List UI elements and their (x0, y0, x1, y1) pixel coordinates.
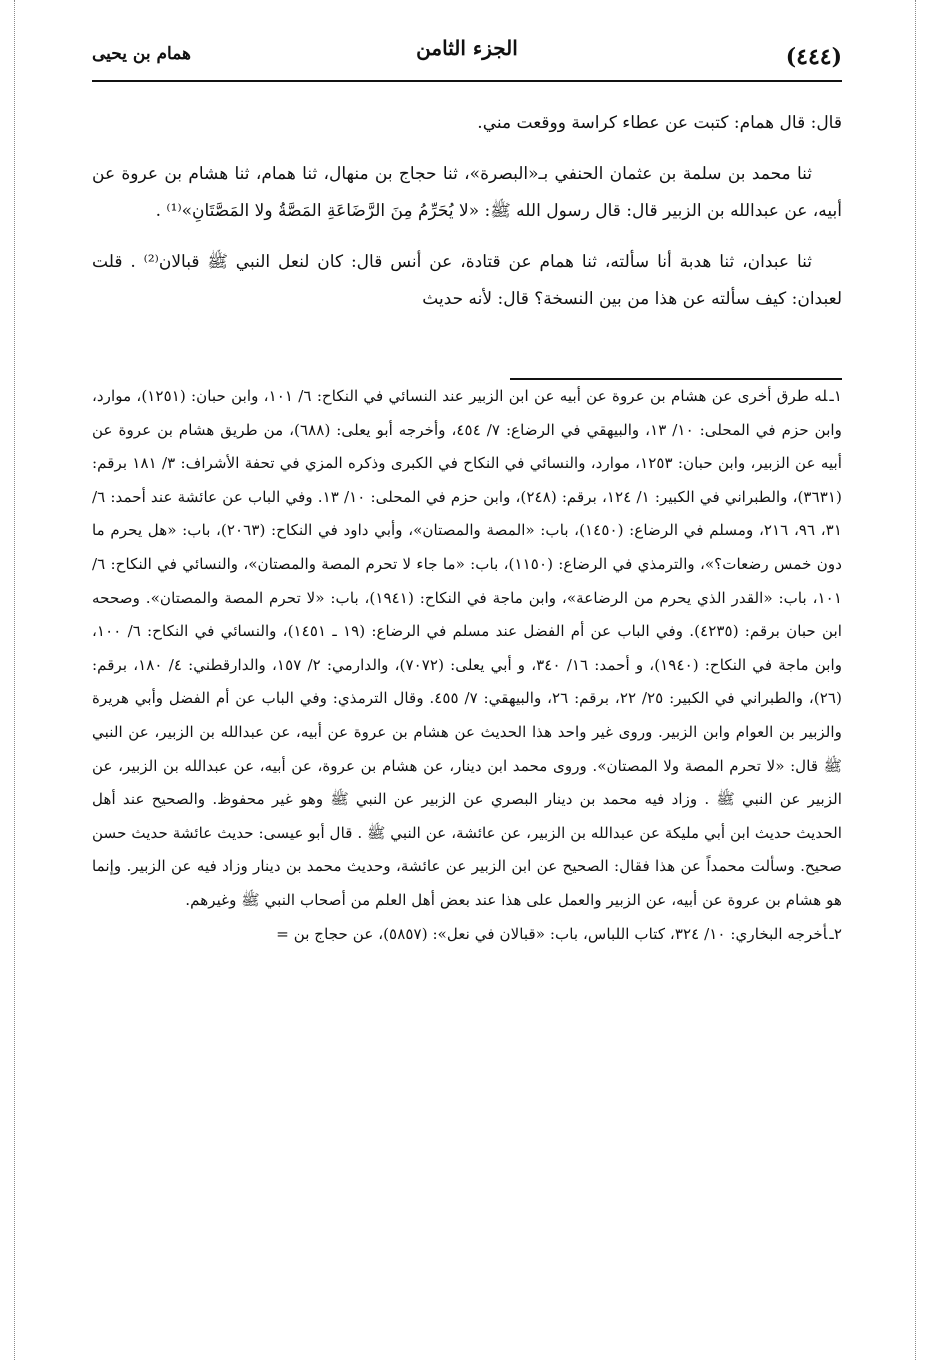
right-margin-dots (915, 0, 916, 1360)
main-text (92, 105, 842, 332)
footnote-1 (92, 380, 842, 918)
footnote-2-text: أخرجه البخاري: ١٠/ ٣٢٤، كتاب اللباس، باب: «قبالان في نعل»: (٥٨٥٧)، عن حجاج بن = (276, 924, 828, 943)
paragraph-2: ثنا محمد بن سلمة بن عثمان الحنفي بـ«البصرة»، ثنا حجاج بن منهال، ثنا همام، ثنا هشام بن عروة عن أبيه، عن عبدالله بن الزبير قال: قال رسول الله ﷺ: «لا يُحَرِّمُ مِنَ الرَّضَاعَةِ المَصَّةُ ولا المَصَّتَانِ»⁽¹⁾ . (92, 164, 842, 221)
part-title: الجزء الثامن (416, 36, 518, 60)
footnote-1-number: ١ـ (829, 387, 842, 405)
page-number: (٤٤٤) (785, 44, 842, 70)
left-margin-dots (14, 0, 15, 1360)
paragraph-3: ثنا عبدان، ثنا هدبة أنا سألته، ثنا همام عن قتادة، عن أنس قال: كان لنعل النبي ﷺ قبالان⁽²⁾ . قلت لعبدان: كيف سألته عن هذا من بين النسخة؟ قال: لأنه حديث (92, 252, 842, 309)
footnotes (92, 380, 842, 951)
paragraph-1: قال: قال همام: كتبت عن عطاء كراسة ووقعت مني. (477, 113, 842, 133)
page-header (92, 36, 842, 76)
footnote-1-text: له طرق أخرى عن هشام بن عروة عن أبيه عن ابن الزبير عند النسائي في النكاح: ٦/ ١٠١، وابن حبان: (١٢٥١)، موارد، وابن حزم في المحلى: ١٠/ ١٣، والبيهقي في الرضاع: ٧/ ٤٥٤، وأخرجه أبو يعلى: (٦٨٨)، من طريق هشام بن عروة عن أبيه عن الزبير، وابن حبان: ١٢٥٣، موارد، والنسائي في النكاح في الكبرى وذكره المزي في تحفة الأشراف: ٣/ ١٨١ برقم: (٣٦٣١)، والطبراني في الكبير: ١/ ١٢٤، برقم: (٢٤٨)، وابن حزم في المحلى: ١٠/ ١٣. وفي الباب عن عائشة عند أحمد: ٦/ ٣١، ٩٦، ٢١٦، ومسلم في الرضاع: (١٤٥٠)، باب: «المصة والمصتان»، وأبي داود في النكاح: (٢٠٦٣)، باب: «هل يحرم ما دون خمس رضعات؟»، والترمذي في الرضاع: (١١٥٠)، باب: «ما جاء لا تحرم المصة والمصتان»، والنسائي في النكاح: ٦/ ١٠١، باب: «القدر الذي يحرم من الرضاعة»، وابن ماجة في النكاح: (١٩٤١)، باب: «لا تحرم المصة والمصتان». وصححه ابن حبان برقم: (٤٢٣٥). وفي الباب عن أم الفضل عند مسلم في الرضاع: (١٩ ـ ١٤٥١)، والنسائي في النكاح: ٦/ ١٠٠، وابن ماجة في النكاح: (١٩٤٠)، و أحمد: ١٦/ ٣٤٠، و أبي يعلى: (٧٠٧٢)، والدارمي: ٢/ ١٥٧، والدارقطني: ٤/ ١٨٠، برقم: (٢٦)، والطبراني في الكبير: ٢٥/ ٢٢، برقم: ٢٦، والبيهقي: ٧/ ٤٥٥. وقال الترمذي: وفي الباب عن أم الفضل وأبي هريرة والزبير بن العوام وابن الزبير. وروى غير واحد هذا الحديث عن هشام بن عروة عن أبيه، عن عبدالله بن الزبير، عن النبي ﷺ قال: «لا تحرم المصة ولا المصتان». وروى محمد ابن دينار، عن هشام بن عروة، عن أبيه، عن عبدالله بن الزبير، عن الزبير عن النبي ﷺ . وزاد فيه محمد بن دينار البصري عن الزبير عن النبي ﷺ وهو غير محفوظ. والصحيح عند أهل الحديث حديث ابن أبي مليكة عن عبدالله بن الزبير، عن عائشة، عن النبي ﷺ . قال أبو عيسى: حديث عائشة حديث حسن صحيح. وسألت محمداً عن هذا فقال: الصحيح عن ابن الزبير عن عائشة، وحديث محمد بن دينار وزاد فيه عن الزبير. وإنما هو هشام بن عروة عن أبيه، عن الزبير والعمل على هذا عند بعض أهل العلم من أصحاب النبي ﷺ وغيرهم. (92, 387, 843, 909)
footnote-2 (92, 918, 842, 952)
running-title: همام بن يحيى (92, 44, 192, 64)
header-rule (92, 80, 842, 82)
footnote-2-number: ٢ـ (829, 924, 842, 943)
